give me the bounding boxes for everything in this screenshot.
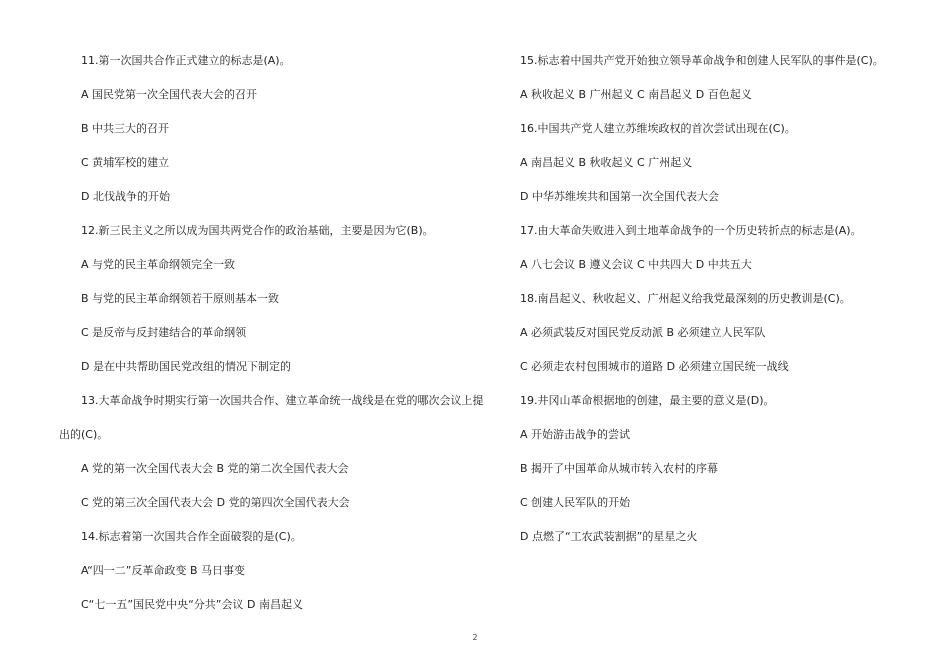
question-17: 17.由大革命失败进入到土地革命战争的一个历史转折点的标志是(A)。 xyxy=(520,224,862,237)
right-column xyxy=(498,44,938,554)
question-18: 18.南昌起义、秋收起义、广州起义给我党最深刻的历史教训是(C)。 xyxy=(520,292,851,305)
left-column xyxy=(59,44,489,622)
option-line: D 北伐战争的开始 xyxy=(81,190,170,203)
option-line: C 党的第三次全国代表大会 D 党的第四次全国代表大会 xyxy=(81,496,350,509)
option-line: A 秋收起义 B 广州起义 C 南昌起义 D 百色起义 xyxy=(520,88,752,101)
option-line: A 党的第一次全国代表大会 B 党的第二次全国代表大会 xyxy=(81,462,349,475)
option-line: A 必须武装反对国民党反动派 B 必须建立人民军队 xyxy=(520,326,766,339)
option-line: C 黄埔军校的建立 xyxy=(81,156,170,169)
option-line: B 与党的民主革命纲领若干原则基本一致 xyxy=(81,292,280,305)
option-line: D 中华苏维埃共和国第一次全国代表大会 xyxy=(520,190,719,203)
option-line: C 必须走农村包围城市的道路 D 必须建立国民统一战线 xyxy=(520,360,789,373)
page-number: 2 xyxy=(472,633,478,642)
option-line: C“七一五”国民党中央“分共”会议 D 南昌起义 xyxy=(81,598,303,611)
option-line: A 八七会议 B 遵义会议 C 中共四大 D 中共五大 xyxy=(520,258,752,271)
option-line: B 揭开了中国革命从城市转入农村的序幕 xyxy=(520,462,719,475)
question-12: 12.新三民主义之所以成为国共两党合作的政治基础，主要是因为它(B)。 xyxy=(81,224,434,237)
question-16: 16.中国共产党人建立苏维埃政权的首次尝试出现在(C)。 xyxy=(520,122,796,135)
option-line: A 开始游击战争的尝试 xyxy=(520,428,631,441)
option-line: A 南昌起义 B 秋收起义 C 广州起义 xyxy=(520,156,693,169)
option-line: C 创建人民军队的开始 xyxy=(520,496,631,509)
question-15: 15.标志着中国共产党开始独立领导革命战争和创建人民军队的事件是(C)。 xyxy=(520,54,884,67)
option-line: B 中共三大的召开 xyxy=(81,122,170,135)
option-line: A 与党的民主革命纲领完全一致 xyxy=(81,258,236,271)
option-line: D 点燃了“工农武装割据”的星星之火 xyxy=(520,530,698,543)
option-line: A 国民党第一次全国代表大会的召开 xyxy=(81,88,258,101)
option-line: D 是在中共帮助国民党改组的情况下制定的 xyxy=(81,360,291,373)
option-line: C 是反帝与反封建结合的革命纲领 xyxy=(81,326,247,339)
option-line: A“四一二”反革命政变 B 马日事变 xyxy=(81,564,246,577)
question-13: 13.大革命战争时期实行第一次国共合作、建立革命统一战线是在党的哪次会议上提 xyxy=(81,394,484,407)
question-13-continuation: 出的(C)。 xyxy=(59,428,109,441)
question-19: 19.井冈山革命根据地的创建，最主要的意义是(D)。 xyxy=(520,394,775,407)
question-14: 14.标志着第一次国共合作全面破裂的是(C)。 xyxy=(81,530,302,543)
question-11: 11.第一次国共合作正式建立的标志是(A)。 xyxy=(81,54,291,67)
